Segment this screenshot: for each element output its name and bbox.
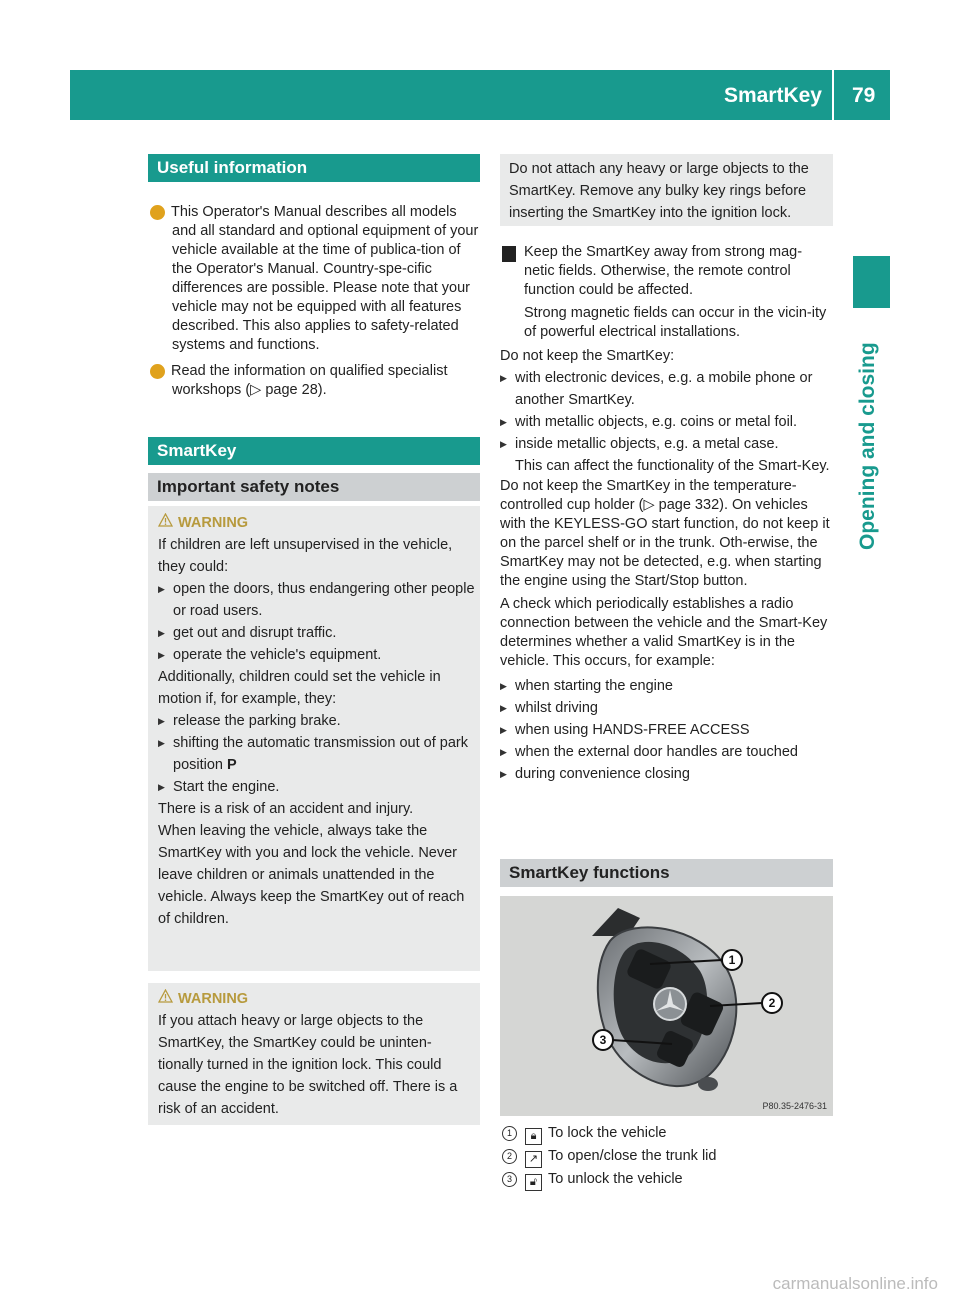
list-item: ▶ with electronic devices, e.g. a mobile phone or another SmartKey. — [500, 367, 833, 411]
list-item: ▶ whilst driving — [500, 697, 833, 719]
warning-list-2 — [158, 710, 476, 798]
smartkey-photo — [500, 896, 833, 1116]
info-icon: i — [150, 205, 165, 220]
subsection-title-functions: SmartKey functions — [500, 859, 833, 887]
affect-text: This can affect the functionality of the Smart-Key. — [515, 458, 830, 474]
cupholder-text: Do not keep the SmartKey in the temperature-controlled cup holder (▷ page 332). On vehicles with the KEYLESS-GO start function, do not keep it on the parcel shelf or in the trunk. Oth-erwise, the SmartKey may not be detected, e.g. when starting the engine using the Start/Stop button. — [500, 478, 830, 589]
list-item: ▶ operate the vehicle's equipment. — [158, 644, 476, 666]
list-item: ▶ when the external door handles are touched — [500, 741, 833, 763]
list-item: ▶ during convenience closing — [500, 763, 833, 785]
page-number: 79 — [852, 84, 876, 107]
legend-row-lock: 1 🔒︎ To lock the vehicle — [502, 1122, 832, 1145]
list-item: ▶ when starting the engine — [500, 675, 833, 697]
warning-title: WARNING — [178, 515, 249, 531]
section-title-smartkey: SmartKey — [148, 437, 480, 465]
section-title-useful: Useful information — [148, 154, 480, 182]
warning-list-1 — [158, 578, 476, 666]
legend-num: 2 — [502, 1149, 517, 1164]
info-note-1 — [144, 203, 482, 355]
check-list — [500, 675, 833, 785]
not-keep-list — [500, 367, 833, 455]
list-item: ▶ open the doors, thus endangering other people or road users. — [158, 578, 476, 622]
warning-mid: Additionally, children could set the vehicle in motion if, for example, they: — [158, 669, 441, 707]
not-keep-intro: Do not keep the SmartKey: — [500, 348, 675, 364]
list-item: ▶ when using HANDS-FREE ACCESS — [500, 719, 833, 741]
watermark: carmanualsonline.info — [772, 1274, 938, 1293]
warning-leaving: When leaving the vehicle, always take the SmartKey with you and lock the vehicle. Never leave children or animals unattended in the vehicle. Always keep the SmartKey out of reach of children. — [158, 823, 465, 927]
side-tab-label: Opening and closing — [856, 342, 879, 550]
list-item: ▶ get out and disrupt traffic. — [158, 622, 476, 644]
callout-1-label: 1 — [728, 953, 736, 967]
photo-code: P80.35-2476-31 — [762, 1101, 827, 1111]
info-note-2 — [144, 362, 482, 400]
subsection-title-safety: Important safety notes — [148, 473, 480, 501]
warning-risk: There is a risk of an accident and injury. — [158, 801, 414, 817]
list-item: ▶ inside metallic objects, e.g. a metal case. — [500, 433, 833, 455]
legend-num: 1 — [502, 1126, 517, 1141]
list-item: ▶ Start the engine. — [158, 776, 476, 798]
check-text: A check which periodically establishes a radio connection between the vehicle and the Smart-Key determines whether a valid SmartKey is in the vehicle. This occurs, for example: — [500, 596, 828, 669]
info-text-2: Read the information on qualified specialist workshops (▷ page 28). — [171, 363, 448, 398]
info-icon: i — [150, 364, 165, 379]
header-title: SmartKey — [723, 84, 822, 107]
warning-triangle-icon — [158, 512, 178, 534]
functions-legend — [502, 1122, 832, 1191]
list-item: ▶ release the parking brake. — [158, 710, 476, 732]
unlock-icon: 🔓︎ — [525, 1174, 542, 1191]
caution-note: ! Keep the SmartKey away from strong mag-netic fields. Otherwise, the remote control function could be affected. Strong magnetic fields can occur in the vicin-ity of powerful electrical installations. — [495, 244, 827, 340]
warning-2-text: If you attach heavy or large objects to the SmartKey, the SmartKey could be uninten-tionally turned in the ignition lock. This could cause the engine to be switched off. There is a risk of an accident. — [158, 1013, 458, 1117]
list-item: ▶ shifting the automatic transmission out of park position P — [158, 732, 476, 776]
lock-icon: 🔒︎ — [525, 1128, 542, 1145]
right-body — [500, 345, 833, 785]
legend-num: 3 — [502, 1172, 517, 1187]
warning-2-content — [158, 988, 476, 1120]
trunk-icon: ↗ — [525, 1151, 542, 1168]
callout-3-label: 3 — [599, 1033, 607, 1047]
side-tab-block — [853, 256, 890, 308]
warning-triangle-icon — [158, 988, 178, 1010]
caution-icon: ! — [502, 246, 516, 262]
legend-row-trunk: 2 ↗ To open/close the trunk lid — [502, 1145, 832, 1168]
info-text-1: This Operator's Manual describes all models and all standard and optional equipment of your vehicle available at the time of publica-tion of the Operator's Manual. Country-spe-cific differences are possible. Please note that your vehicle may not be equipped with all features described. This also applies to safety-related systems and functions. — [171, 204, 479, 353]
list-item: ▶ with metallic objects, e.g. coins or metal foil. — [500, 411, 833, 433]
note-box-text: Do not attach any heavy or large objects to the SmartKey. Remove any bulky key rings before inserting the SmartKey into the ignition lock. — [509, 161, 809, 221]
warning-1-content — [158, 512, 476, 930]
warning-intro: If children are left unsupervised in the vehicle, they could: — [158, 537, 453, 575]
header-separator — [832, 70, 834, 120]
callout-2-label: 2 — [768, 996, 776, 1010]
warning-title: WARNING — [178, 991, 249, 1007]
legend-row-unlock: 3 🔓︎ To unlock the vehicle — [502, 1168, 832, 1191]
